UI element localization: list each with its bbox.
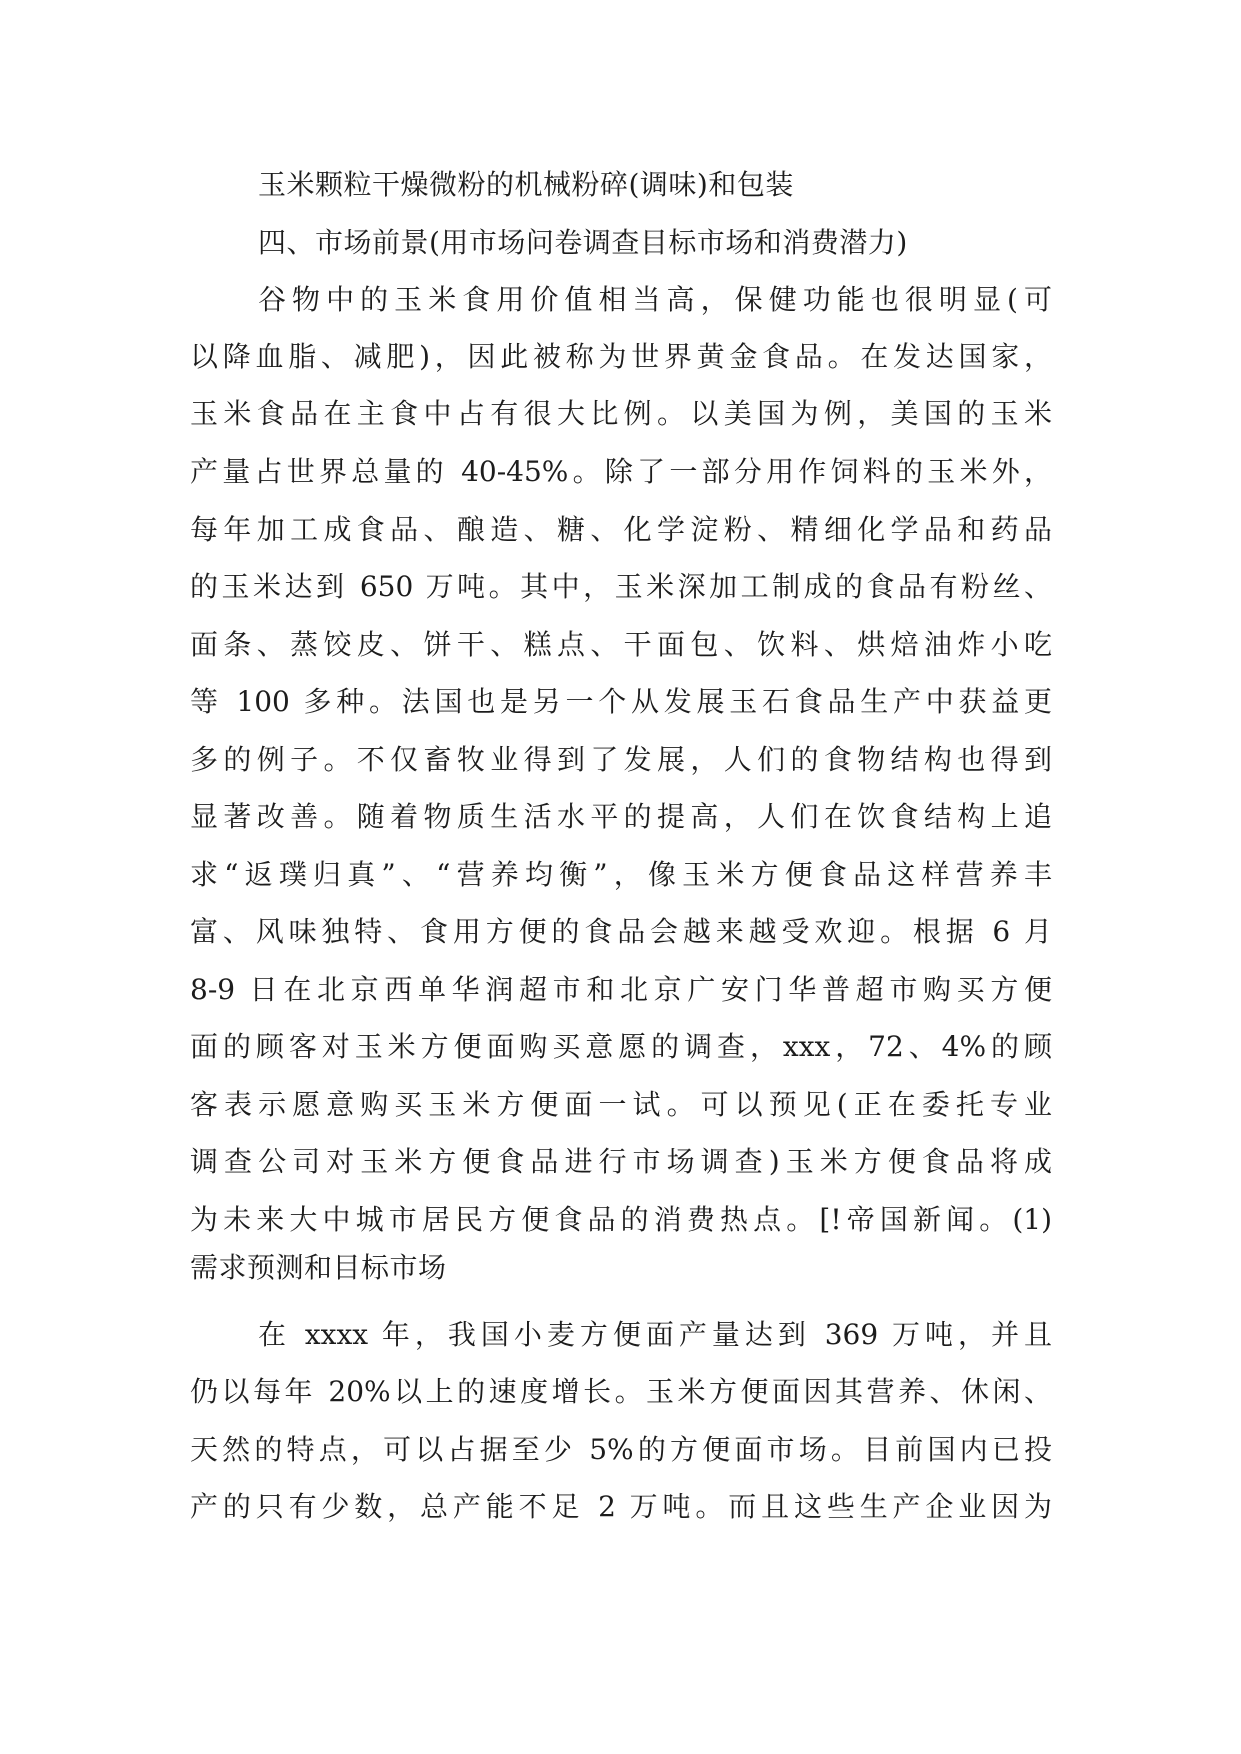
text-line: 每年加工成食品、酿造、糖、化学淀粉、精细化学品和药品 [190, 513, 1052, 546]
text-line: 天然的特点，可以占据至少 5%的方便面市场。目前国内已投 [190, 1433, 1052, 1466]
text-line: 在 xxxx 年，我国小麦方便面产量达到 369 万吨，并且 [258, 1318, 1052, 1351]
text-line: 面的顾客对玉米方便面购买意愿的调查，xxx，72、4%的顾 [190, 1030, 1052, 1063]
text-line: 玉米食品在主食中占有很大比例。以美国为例，美国的玉米 [190, 397, 1052, 430]
text-line: 显著改善。随着物质生活水平的提高，人们在饮食结构上追 [190, 800, 1052, 833]
text-line: 求“返璞归真”、“营养均衡”，像玉米方便食品这样营养丰 [190, 858, 1052, 891]
text-line: 8-9 日在北京西单华润超市和北京广安门华普超市购买方便 [190, 973, 1052, 1006]
text-line: 产的只有少数，总产能不足 2 万吨。而且这些生产企业因为 [190, 1490, 1052, 1523]
text-line: 以降血脂、减肥)，因此被称为世界黄金食品。在发达国家， [190, 340, 1052, 373]
text-line: 仍以每年 20%以上的速度增长。玉米方便面因其营养、休闲、 [190, 1375, 1052, 1408]
text-line: 面条、蒸饺皮、饼干、糕点、干面包、饮料、烘焙油炸小吃 [190, 628, 1052, 661]
text-line: 为未来大中城市居民方便食品的消费热点。[!帝国新闻。(1) [190, 1203, 1052, 1236]
text-line: 多的例子。不仅畜牧业得到了发展，人们的食物结构也得到 [190, 743, 1052, 776]
text-line: 的玉米达到 650 万吨。其中，玉米深加工制成的食品有粉丝、 [190, 570, 1052, 603]
text-line: 产量占世界总量的 40-45%。除了一部分用作饲料的玉米外， [190, 455, 1052, 488]
text-line: 玉米颗粒干燥微粉的机械粉碎(调味)和包装 [258, 168, 794, 201]
text-line: 调查公司对玉米方便食品进行市场调查)玉米方便食品将成 [190, 1145, 1052, 1178]
text-line: 富、风味独特、食用方便的食品会越来越受欢迎。根据 6 月 [190, 915, 1052, 948]
text-line: 客表示愿意购买玉米方便面一试。可以预见(正在委托专业 [190, 1088, 1052, 1121]
text-line: 四、市场前景(用市场问卷调查目标市场和消费潜力) [258, 226, 908, 259]
subheading-line: 需求预测和目标市场 [190, 1251, 447, 1284]
text-line: 等 100 多种。法国也是另一个从发展玉石食品生产中获益更 [190, 685, 1052, 718]
text-line: 谷物中的玉米食用价值相当高，保健功能也很明显(可 [258, 283, 1052, 316]
